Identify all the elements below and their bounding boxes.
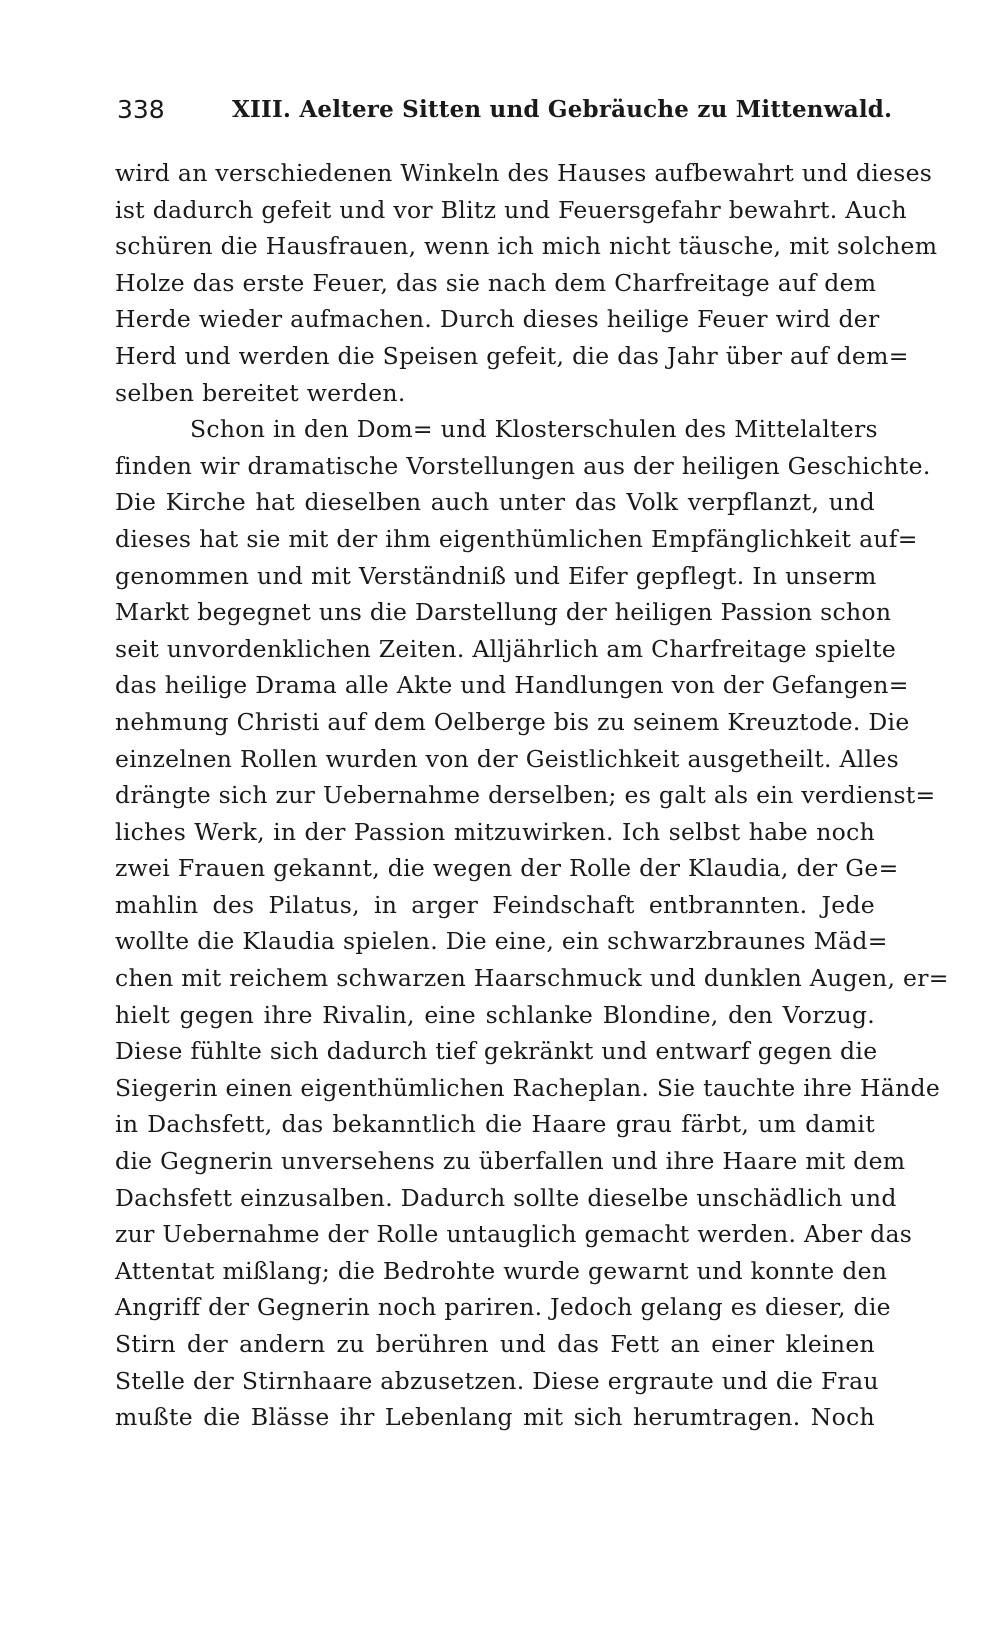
text-line: hielt gegen ihre Rivalin, eine schlanke Blondine, den Vorzug. [115, 1000, 875, 1029]
running-head: XIII. Aeltere Sitten und Gebräuche zu Mittenwald. [232, 96, 893, 123]
text-line: seit unvordenklichen Zeiten. Alljährlich am Charfreitage spielte [115, 634, 897, 663]
text-line: wird an verschiedenen Winkeln des Hauses aufbewahrt und dieses [115, 159, 933, 187]
text-line: Stirn der andern zu berühren und das Fett an einer kleinen [115, 1330, 875, 1358]
page-header [117, 90, 893, 130]
text-line: drängte sich zur Uebernahme derselben; es galt als ein verdienst= [115, 781, 936, 810]
text-line: mußte die Blässe ihr Lebenlang mit sich herumtragen. Noch [115, 1403, 875, 1432]
text-line: zur Uebernahme der Rolle untauglich gemacht werden. Aber das [115, 1220, 913, 1249]
text-line: Die Kirche hat dieselben auch unter das Volk verpflanzt, und [115, 488, 875, 517]
text-line: nehmung Christi auf dem Oelberge bis zu seinem Kreuztode. Die [115, 707, 910, 736]
text-line: genommen und mit Verständniß und Eifer gepflegt. In unserm [115, 561, 877, 590]
text-line: mahlin des Pilatus, in arger Feindschaft entbrannten. Jede [115, 890, 875, 919]
text-line: Holze das erste Feuer, das sie nach dem Charfreitage auf dem [115, 268, 877, 297]
text-line: Markt begegnet uns die Darstellung der heiligen Passion schon [115, 598, 892, 627]
text-line: Angriff der Gegnerin noch pariren. Jedoch gelang es dieser, die [115, 1293, 891, 1322]
text-line: liches Werk, in der Passion mitzuwirken. Ich selbst habe noch [115, 817, 875, 846]
paragraph-start-line: Schon in den Dom= und Klosterschulen des Mittelalters [190, 415, 878, 444]
text-line: wollte die Klaudia spielen. Die eine, ein schwarzbraunes Mäd= [115, 927, 888, 956]
text-line: Dachsfett einzusalben. Dadurch sollte dieselbe unschädlich und [115, 1183, 897, 1212]
text-line: das heilige Drama alle Akte und Handlungen von der Gefangen= [115, 671, 909, 700]
text-line: schüren die Hausfrauen, wenn ich mich nicht täusche, mit solchem [115, 232, 938, 261]
text-line: Siegerin einen eigenthümlichen Racheplan. Sie tauchte ihre Hände [115, 1073, 941, 1102]
text-line: Attentat mißlang; die Bedrohte wurde gewarnt und konnte den [115, 1256, 888, 1285]
text-line: Herd und werden die Speisen gefeit, die das Jahr über auf dem= [115, 341, 909, 370]
text-line: zwei Frauen gekannt, die wegen der Rolle der Klaudia, der Ge= [115, 854, 899, 883]
text-line: dieses hat sie mit der ihm eigenthümlichen Empfänglichkeit auf= [115, 524, 918, 553]
text-line: Diese fühlte sich dadurch tief gekränkt und entwarf gegen die [115, 1037, 878, 1066]
page-number: 338 [117, 95, 165, 124]
text-line: die Gegnerin unversehens zu überfallen und ihre Haare mit dem [115, 1147, 906, 1176]
text-line: selben bereitet werden. [115, 378, 406, 407]
text-line: in Dachsfett, das bekanntlich die Haare grau färbt, um damit [115, 1110, 875, 1139]
text-line: einzelnen Rollen wurden von der Geistlichkeit ausgetheilt. Alles [115, 744, 899, 773]
text-line: Stelle der Stirnhaare abzusetzen. Diese ergraute und die Frau [115, 1366, 879, 1395]
text-line: ist dadurch gefeit und vor Blitz und Feuersgefahr bewahrt. Auch [115, 195, 907, 224]
text-line: chen mit reichem schwarzen Haarschmuck und dunklen Augen, er= [115, 964, 949, 993]
text-line: Herde wieder aufmachen. Durch dieses heilige Feuer wird der [115, 305, 880, 334]
text-line: finden wir dramatische Vorstellungen aus der heiligen Geschichte. [115, 451, 931, 480]
body-text [115, 155, 949, 1436]
